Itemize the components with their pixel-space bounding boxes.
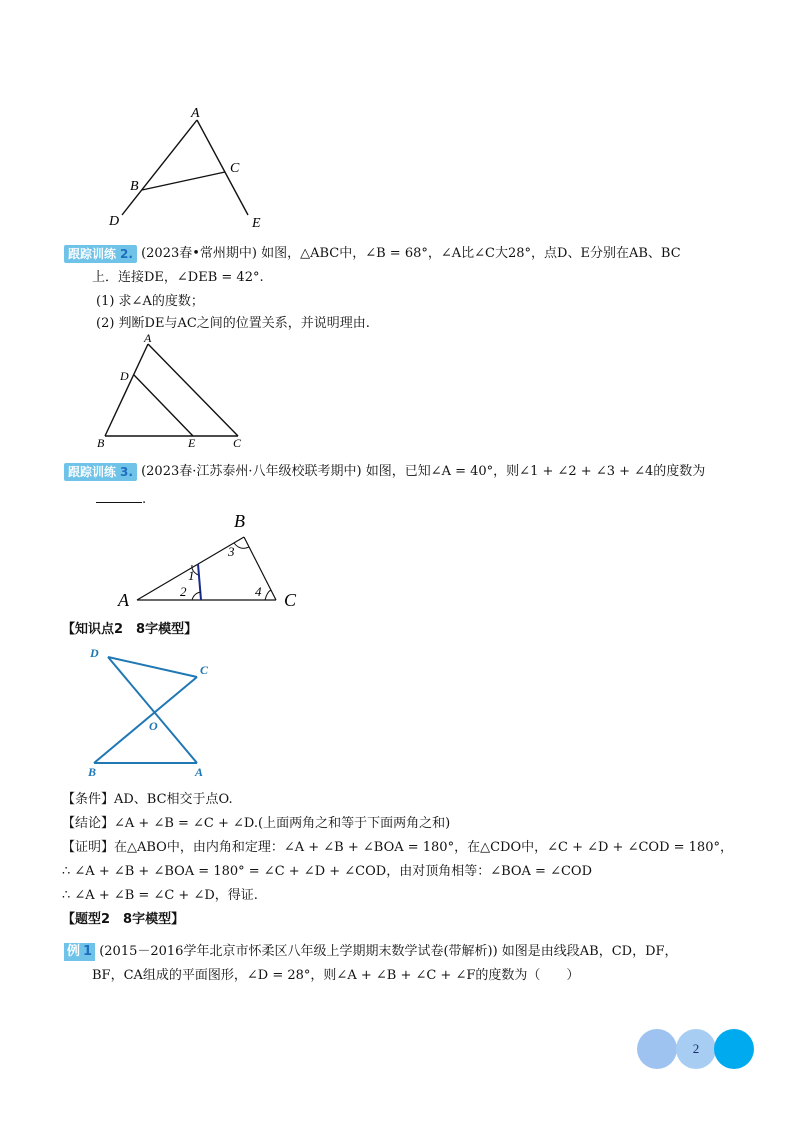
example-text-line1: (2015－2016学年北京市怀柔区八年级上学期期末数学试卷(带解析)) 如图是由线段AB，CD，DF， xyxy=(99,944,678,959)
fig3-angle-4: 4 xyxy=(255,584,262,599)
example-line1 xyxy=(64,942,678,962)
knowledge-condition: 【条件】AD、BC相交于点O. xyxy=(62,792,233,807)
example-badge: 例 1 xyxy=(64,943,95,961)
q2-line1 xyxy=(64,244,681,264)
fig3-angle-3: 3 xyxy=(228,544,235,559)
figure-triangle-de-parallel xyxy=(90,330,260,455)
fig1-label-c: C xyxy=(230,161,240,176)
fig3-angle-1: 1 xyxy=(188,568,195,583)
fig1-label-e: E xyxy=(252,216,261,231)
page-number-circle-right xyxy=(714,1029,754,1069)
fig1-label-b: B xyxy=(130,179,139,194)
fig3-label-c: C xyxy=(284,590,297,610)
knowledge-proof-line3: ∴ ∠A + ∠B = ∠C + ∠D，得证. xyxy=(62,888,258,903)
q3-badge: 跟踪训练 3. xyxy=(64,463,137,481)
page-number: 2 xyxy=(692,1041,700,1056)
q2-part2: (2) 判断DE与AC之间的位置关系，并说明理由. xyxy=(96,316,370,331)
q3-text-line2-end: . xyxy=(142,492,147,507)
fig4-label-d: D xyxy=(90,646,99,660)
fig4-label-b: B xyxy=(88,765,97,779)
figure-triangle-abc-extended xyxy=(100,100,280,235)
q3-answer-blank xyxy=(96,488,142,503)
fig3-label-b: B xyxy=(234,511,245,531)
fig4-label-o: O xyxy=(149,719,158,733)
fig2-label-c: C xyxy=(233,436,242,450)
page-number-circle-center xyxy=(676,1029,716,1069)
q2-text-line1: (2023春•常州期中) 如图，△ABC中，∠B = 68°，∠A比∠C大28°，点D、E分别在AB、BC xyxy=(141,246,681,261)
fig1-label-a: A xyxy=(191,106,200,121)
fig2-label-b: B xyxy=(97,436,105,450)
knowledge-proof-line1: 【证明】在△ABO中，由内角和定理：∠A + ∠B + ∠BOA = 180°，在△CDO中，∠C + ∠D + ∠COD = 180°， xyxy=(62,840,733,855)
fig3-label-a: A xyxy=(118,590,129,610)
fig2-label-e: E xyxy=(188,436,196,450)
fig4-label-c: C xyxy=(200,663,209,677)
page-number-circle-left xyxy=(637,1029,677,1069)
knowledge-proof-line2: ∴ ∠A + ∠B + ∠BOA = 180° = ∠C + ∠D + ∠COD，由对顶角相等：∠BOA = ∠COD xyxy=(62,864,593,879)
fig3-angle-2: 2 xyxy=(180,584,187,599)
q3-line1 xyxy=(64,462,705,482)
figure-triangle-angles-1234 xyxy=(110,505,310,615)
example-text-line2: BF，CA组成的平面图形，∠D = 28°，则∠A + ∠B + ∠C + ∠F的度数为（ ） xyxy=(92,968,580,983)
fig2-label-a: A xyxy=(144,331,152,345)
q3-text-line1: (2023春·江苏泰州·八年级校联考期中) 如图，已知∠A = 40°，则∠1 + ∠2 + ∠3 + ∠4的度数为 xyxy=(141,464,706,479)
fig1-label-d: D xyxy=(109,214,120,229)
type2-heading: 【题型2 8字模型】 xyxy=(62,912,185,927)
q2-badge: 跟踪训练 2. xyxy=(64,245,137,263)
q2-text-line2: 上．连接DE，∠DEB = 42°. xyxy=(92,270,264,285)
fig4-label-a: A xyxy=(195,765,204,779)
figure-eight-shape-model xyxy=(80,640,230,780)
knowledge-heading: 【知识点2 8字模型】 xyxy=(62,622,198,637)
q2-part1: (1) 求∠A的度数； xyxy=(96,294,204,309)
fig2-label-d: D xyxy=(120,369,129,383)
knowledge-conclusion: 【结论】∠A + ∠B = ∠C + ∠D.(上面两角之和等于下面两角之和) xyxy=(62,816,451,831)
